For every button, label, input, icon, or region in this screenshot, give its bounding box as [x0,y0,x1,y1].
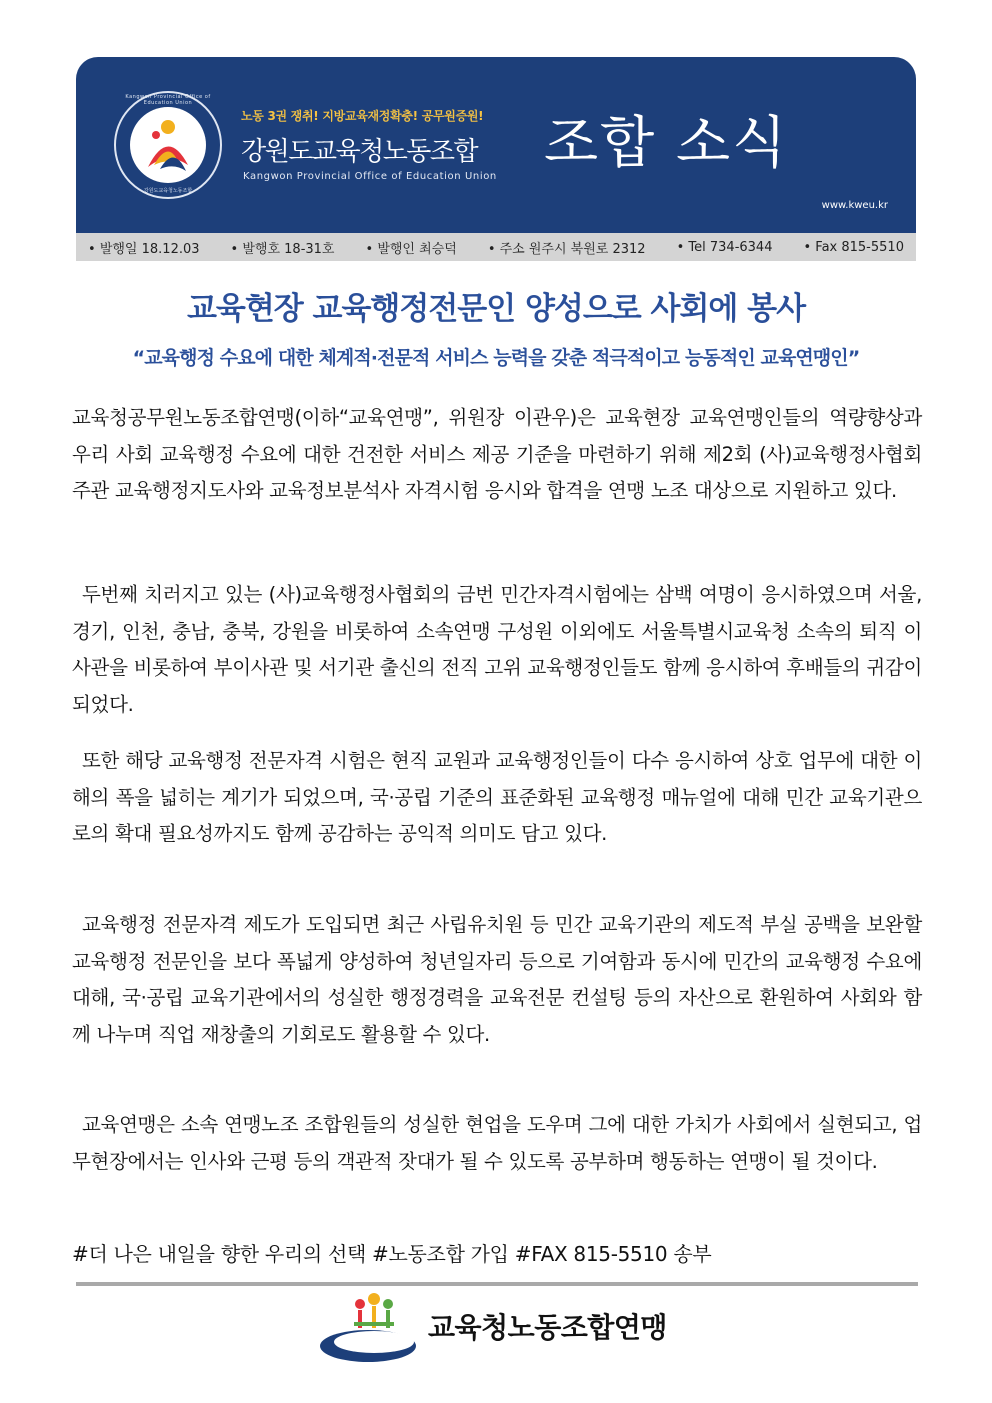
article-headline: 교육현장 교육행정전문인 양성으로 사회에 봉사 [186,291,806,327]
logo-ring-text: Kangwon Provincial Office of Education Union [125,94,211,106]
article-paragraph: 교육청공무원노동조합연맹(이하“교육연맹”, 위원장 이관우)은 교육현장 교육연맹인들의 역량향상과 우리 사회 교육행정 수요에 대한 건전한 서비스 제공 기준을 마련하기 위해 제2회 (사)교육행정사협회 주관 교육행정지도사와 교육정보분석사 자격시험 응시와 합격을 연맹 노조 대상으로 지원하고 있다. [72,406,922,502]
publisher: • 발행인 최승덕 [366,238,457,257]
union-emblem-logo [114,91,222,199]
union-name-english: Kangwon Provincial Office of Education Union [243,171,497,182]
hashtag-line: #더 나은 내일을 향한 우리의 선택 #노동조합 가입 #FAX 815-5510 송부 [72,1242,712,1266]
address: • 주소 원주시 북원로 2312 [488,238,646,257]
website-link[interactable]: www.kweu.kr [821,200,888,211]
telephone: • Tel 734-6344 [677,240,773,255]
article-paragraph: 교육행정 전문자격 제도가 도입되면 최근 사립유치원 등 민간 교육기관의 제도적 부실 공백을 보완할 교육행정 전문인을 보다 폭넓게 양성하여 청년일자리 등으로 기여함과 동시에 민간의 교육행정 수요에 대해, 국·공립 교육기관에서의 성실한 행정경력을 교육전문 컨설팅 등의 자산으로 환원하여 사회와 함께 나누며 직업 재창출의 기회로도 활용할 수 있다. [72,913,922,1046]
issue-date: • 발행일 18.12.03 [88,238,200,257]
slogan: 노동 3권 쟁취! 지방교육재정확충! 공무원증원! [241,109,484,123]
publication-info-bar [76,233,916,261]
article-paragraph: 두번째 치러지고 있는 (사)교육행정사협회의 금번 민간자격시험에는 삼백 여명이 응시하였으며 서울, 경기, 인천, 충남, 충북, 강원을 비롯하여 소속연맹 구성원 이외에도 서울특별시교육청 소속의 퇴직 이사관을 비롯하여 부이사관 및 서기관 출신의 전직 고위 교육행정인들도 함께 응시하여 후배들의 귀감이 되었다. [72,583,922,716]
logo-emblem-icon [130,107,206,183]
newsletter-title: 조합 소식 [544,111,789,176]
union-name: 강원도교육청노동조합 [241,137,478,167]
article-subheadline: “교육행정 수요에 대한 체계적·전문적 서비스 능력을 갖춘 적극적이고 능동적인 교육연맹인” [132,347,860,369]
article-paragraph: 또한 해당 교육행정 전문자격 시험은 현직 교원과 교육행정인들이 다수 응시하여 상호 업무에 대한 이해의 폭을 넓히는 계기가 되었으며, 국·공립 기준의 표준화된 교육행정 매뉴얼에 대해 민간 교육기관으로의 확대 필요성까지도 함께 공감하는 공익적 의미도 담고 있다. [72,749,922,845]
footer-divider [76,1282,918,1286]
issue-number: • 발행호 18-31호 [231,238,335,257]
federation-name: 교육청노동조합연맹 [428,1311,667,1344]
fax: • Fax 815-5510 [803,240,903,255]
logo-ring-bottom-text: 강원도교육청노동조합 [143,188,193,194]
masthead [76,57,916,233]
article-paragraph: 교육연맹은 소속 연맹노조 조합원들의 성실한 현업을 도우며 그에 대한 가치가 사회에서 실현되고, 업무현장에서는 인사와 근평 등의 객관적 잣대가 될 수 있도록 공부하며 행동하는 연맹이 될 것이다. [72,1113,922,1173]
federation-logo-icon [318,1290,428,1370]
